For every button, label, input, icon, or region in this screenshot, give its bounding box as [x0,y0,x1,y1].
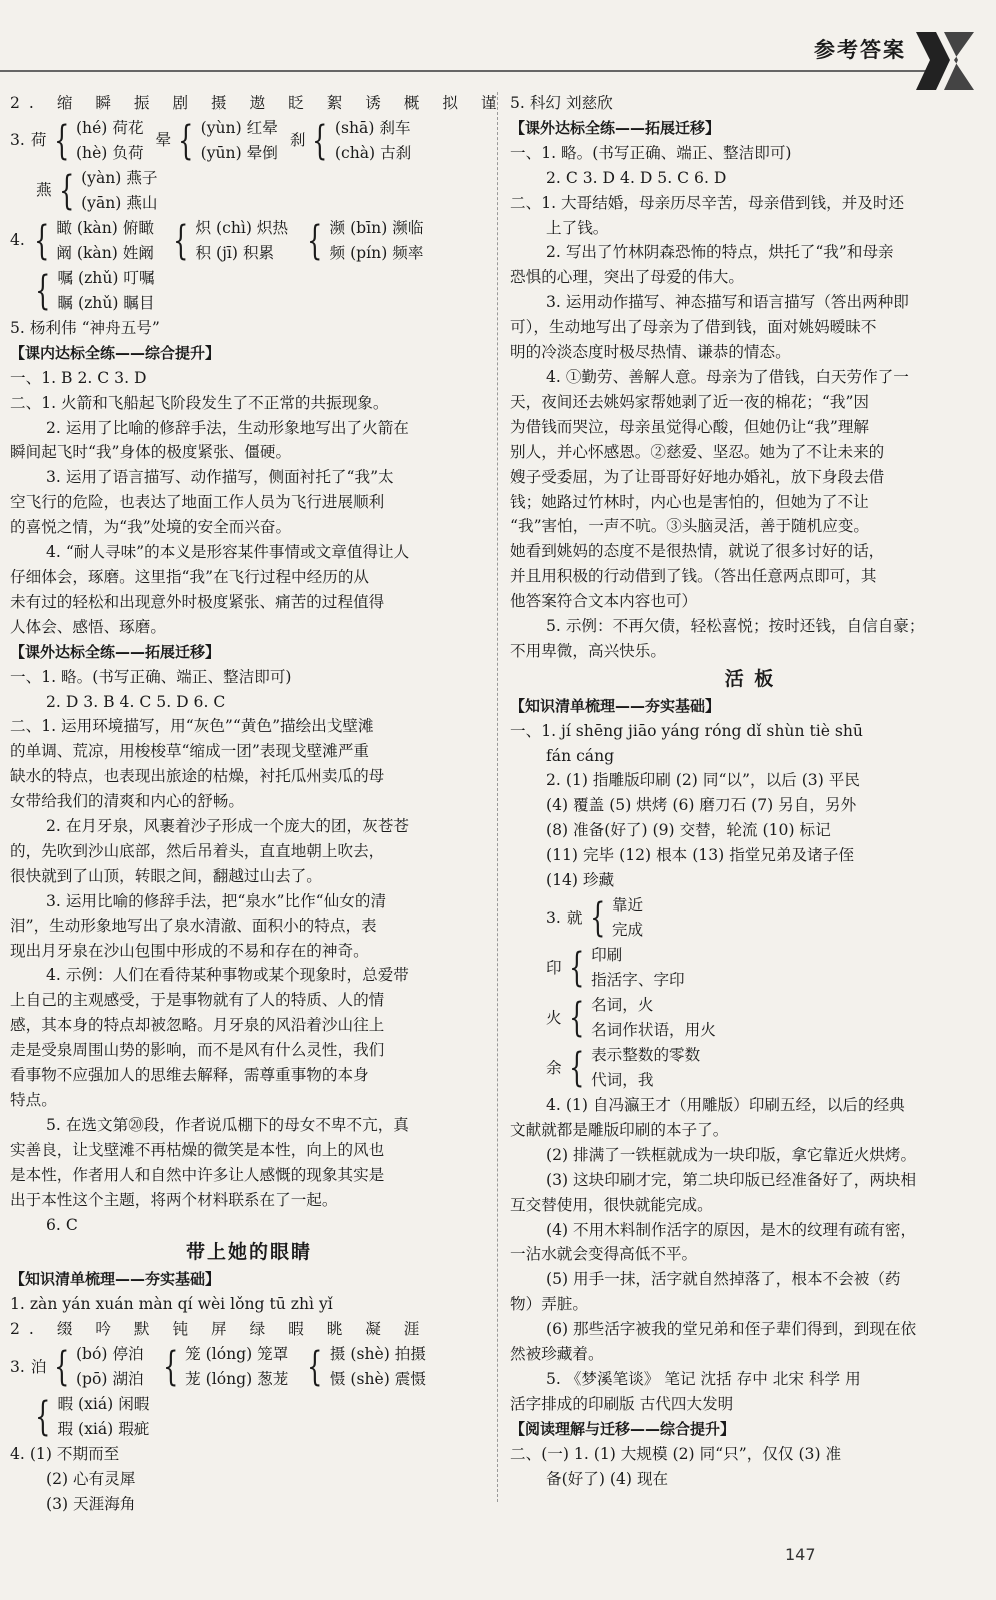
reading: (yān) 燕山 [81,193,158,212]
answer-line: 二、1. 运用环境描写，用“灰色”“黄色”描绘出戈壁滩 [10,717,374,736]
reading: 茏 (lóng) 葱茏 [185,1370,289,1389]
answer-line: (4) 不用木料制作活字的原因，是木的纹理有疏有密， [546,1220,917,1239]
answer-line: 然被珍藏着。 [510,1345,604,1364]
reading: 笼 (lóng) 笼罩 [185,1345,289,1364]
answer-line: 仔细体会，琢磨。这里指“我”在飞行过程中经历的从 [10,567,370,586]
answer-line: 他答案符合文本内容也可） [510,592,698,611]
reading: 瞩 (zhǔ) 瞩目 [57,293,155,312]
brace-icon: { [568,1045,584,1091]
brace-icon: { [53,117,69,164]
answer-line: 4. (1) 不期而至 [10,1445,120,1464]
section-heading: 【阅读理解与迁移——综合提升】 [510,1419,736,1438]
answer-line: 女带给我们的清爽和内心的舒畅。 [10,792,244,811]
brace-icon: { [312,117,328,164]
meaning-group-yu [510,1043,990,1093]
meaning: 名词作状语，用火 [591,1021,716,1039]
answer-line: 可），生动地写出了母亲为了借到钱，面对姚妈暧昧不 [510,318,877,337]
char: 晕 [155,131,172,150]
char: 刹 [289,131,306,150]
reading: 瑕 (xiá) 瑕疵 [57,1420,150,1439]
answer-line: 人体会、感悟、琢磨。 [10,617,166,636]
answer-line: 备(好了) (4) 现在 [546,1469,669,1488]
answer-line: 的，先吹到沙山底部，然后吊着头，直直地朝上吹去， [10,841,385,860]
reading: 嘱 (zhǔ) 叮嘱 [57,269,155,287]
reading: 瞰 (kàn) 俯瞰 [56,219,154,237]
answer-line: 3. 运用动作描写、神态描写和语言描写（答出两种即 [546,293,909,312]
page-header [0,0,996,92]
meaning: 代词，我 [591,1071,654,1089]
answer-line: 上了钱。 [546,218,609,237]
answer-line: 4. 示例：人们在看待某种事物或某个现象时，总爱带 [46,966,409,985]
answer-line: 2. 写出了竹林阴森恐怖的特点，烘托了“我”和母亲 [546,243,894,262]
answer-line: 物）弄脏。 [510,1295,588,1314]
answer-line: 出于本性这个主题，将两个材料联系在了一起。 [10,1190,338,1209]
reading: (yūn) 晕倒 [200,143,278,162]
answer-line: 上自己的主观感受，于是事物就有了人的特质、人的情 [10,991,385,1010]
answer-line: 并且用积极的行动借到了钱。（答出任意两点即可，其 [510,567,877,586]
reading: 频 (pín) 频率 [329,243,424,262]
section-heading: 【课内达标全练——综合提升】 [10,343,221,362]
lesson-title: 活 板 [724,667,776,690]
reading: 摄 (shè) 拍摄 [329,1345,426,1364]
answer-line: 一沾水就会变得高低不平。 [510,1245,698,1264]
answer-line: 很快就到了山顶，转眼之间，翻越过山去了。 [10,866,322,885]
char: 荷 [30,131,47,150]
answer-line: 天，夜间还去姚妈家帮她剥了近一夜的棉花；“我”因 [510,392,870,411]
similar-chars-group [10,216,488,266]
char: 火 [546,1008,562,1027]
polyphone-sha [290,116,411,166]
polyphone-group [10,116,488,166]
answer-line: 互交替使用，很快就能完成。 [510,1195,713,1214]
reading: (yùn) 红晕 [200,119,278,137]
answer-line: 二、1. 大哥结婚，母亲历尽辛苦，母亲借到钱，并及时还 [510,193,905,212]
reading: (hé) 荷花 [75,119,144,137]
answer-line: 6. C [46,1215,78,1234]
answer-line: (4) 覆盖 (5) 烘烤 (6) 磨刀石 (7) 另自，另外 [546,796,857,815]
brace-icon: { [568,995,584,1041]
brace-icon: { [35,267,51,314]
lesson-title: 带上她的眼睛 [185,1241,312,1264]
polyphone-group [10,1342,488,1392]
answer-line: 5. 杨利伟 “神舟五号” [10,318,160,337]
brace-icon: { [58,167,74,214]
meaning: 靠近 [611,896,644,915]
answer-line: (2) 排满了一铁框就成为一块印版，拿它靠近火烘烤。 [546,1145,917,1164]
brace-icon: { [173,217,189,264]
similar-chars-xia [10,1392,488,1442]
answer-line: 2. 缩 瞬 振 剧 摄 遨 眨 絮 诱 概 拟 谨 [10,94,506,112]
reading: (chà) 古刹 [334,143,412,162]
brace-icon: { [53,1344,69,1391]
meaning-group-yin [510,943,990,993]
answer-line: 活字排成的印刷版 古代四大发明 [510,1394,734,1413]
answer-line: (3) 天涯海角 [46,1494,136,1513]
reading: 阚 (kàn) 姓阚 [56,243,154,262]
left-column [10,91,506,1517]
reading: 炽 (chì) 炽热 [195,219,289,237]
answer-line: 看事物不应强加人的思维去解释，需尊重事物的本身 [10,1066,369,1085]
char: 就 [566,908,583,927]
answer-line: (6) 那些活字被我的堂兄弟和侄子辈们得到，到现在依 [546,1320,917,1339]
answer-line: 3. 运用了语言描写、动作描写，侧面衬托了“我”太 [46,468,394,487]
answer-line: 别人，并心怀感恩。②慈爱、坚忍。她为了不让未来的 [510,442,885,461]
polyphone-he [31,116,144,166]
meaning: 表示整数的零数 [591,1046,701,1065]
answer-line: (11) 完毕 (12) 根本 (13) 指堂兄弟及诸子侄 [546,846,854,865]
brace-icon: { [589,895,605,941]
answer-line: 2. D 3. B 4. C 5. D 6. C [46,692,226,711]
answer-line: 4. “耐人寻味”的本义是形容某件事情或文章值得让人 [46,543,410,562]
brace-icon: { [162,1344,179,1391]
meaning-group-huo [510,993,990,1043]
reading: (shā) 刹车 [334,119,411,137]
answer-line: 2. 运用了比喻的修辞手法，生动形象地写出了火箭在 [46,418,409,437]
answer-line: 5. 示例：不再欠债，轻松喜悦；按时还钱，自信自豪； [546,617,925,636]
answer-line: 4. (1) 自冯瀛王才（用雕版）印刷五经，以后的经典 [546,1096,905,1114]
meaning-group-jiu [510,893,990,943]
answer-line: 的单调、荒凉，用梭梭草“缩成一团”表现戈壁滩严重 [10,742,370,761]
brace-icon: { [35,1394,51,1441]
answer-line: 为借钱而哭泣，母亲虽觉得心酸，但她仍让“我”理解 [510,417,870,436]
answer-line: 未有过的轻松和出现意外时极度紧张、痛苦的过程值得 [10,592,385,611]
answer-line: (14) 珍藏 [546,871,615,890]
answer-line: 文献就都是雕版印刷的本子了。 [510,1120,729,1139]
answer-line: 3. 运用比喻的修辞手法，把“泉水”比作“仙女的清 [46,891,387,910]
answer-line: 是本性，作者用人和自然中许多让人感慨的现象其实是 [10,1165,385,1184]
answer-line: (5) 用手一抹，活字就自然掉落了，根本不会被（药 [546,1270,901,1289]
answer-line: 2. 在月牙泉，风裹着沙子形成一个庞大的团，灰苍苍 [46,817,409,836]
reading: (bó) 停泊 [75,1345,144,1364]
section-heading: 【课外达标全练——拓展迁移】 [510,118,721,137]
meaning: 指活字、字印 [591,971,685,989]
polyphone-yun [156,116,278,166]
answer-line: (2) 心有灵犀 [46,1469,136,1488]
char: 印 [546,958,562,977]
answer-line: (3) 这块印刷才完，第二块印版已经准备好了，两块相 [546,1170,917,1189]
answer-line: 嫂子受委屈，为了让哥哥好好地办婚礼，放下身段去借 [510,467,885,486]
brace-icon: { [178,117,194,164]
answer-line: 2. 缀 吟 默 钝 屏 绿 暇 眺 凝 涯 [10,1320,429,1339]
reading: 积 (jī) 积累 [195,243,275,262]
brace-icon: { [33,217,50,264]
answer-line: 二、1. 火箭和飞船起飞阶段发生了不正常的共振现象。 [10,393,389,412]
answer-line: 钱；她路过竹林时，内心也是害怕的，但她为了不让 [510,492,869,511]
answer-line: 一、1. 略。(书写正确、端正、整洁即可) [10,667,292,686]
answer-line: 4. ①勤劳、善解人意。母亲为了借钱，白天劳作了一 [546,367,909,386]
brace-icon: { [307,217,323,264]
reading: (yàn) 燕子 [81,169,158,187]
polyphone-yan [10,166,488,216]
answer-line: 一、1. 略。(书写正确、端正、整洁即可) [510,143,792,162]
answer-line: (8) 准备(好了) (9) 交替，轮流 (10) 标记 [546,821,831,840]
answer-line: 一、1. B 2. C 3. D [10,368,147,387]
reading: (hè) 负荷 [75,143,144,162]
answer-line: 走是受泉周围山势的影响，而不是风有什么灵性，我们 [10,1041,385,1060]
answer-line: 2. (1) 指雕版印刷 (2) 同“以”，以后 (3) 平民 [546,771,860,790]
meaning: 印刷 [591,946,623,965]
item-number: 4. [10,231,25,250]
answer-line: 1. zàn yán xuán màn qí wèi lǒng tū zhì yǐ [10,1295,333,1314]
answer-line: 实善良，让戈壁滩不再枯燥的微笑是本性，向上的风也 [10,1140,385,1159]
similar-chars-zhu [10,266,488,316]
section-heading: 【知识清单梳理——夯实基础】 [10,1270,221,1289]
meaning: 完成 [611,921,644,939]
answer-line: 5. 在选文第⑳段，作者说瓜棚下的母女不卑不亢，真 [46,1115,409,1134]
meaning: 名词，火 [591,996,654,1015]
answer-line: 空飞行的危险，也表达了地面工作人员为飞行进展顺利 [10,493,385,512]
answer-line: 特点。 [10,1091,57,1109]
logo-icon [910,30,978,92]
answer-line: “我”害怕，一声不吭。③头脑灵活，善于随机应变。 [510,517,870,536]
answer-line: 泪”，生动形象地写出了泉水清澈、面积小的特点，表 [10,916,377,935]
char: 余 [546,1058,562,1077]
answer-line: 5. 《梦溪笔谈》 笔记 沈括 存中 北宋 科学 用 [546,1369,861,1388]
header-title: 参考答案 [814,38,906,62]
brace-icon: { [568,945,584,991]
answer-line: fán cáng [546,746,615,765]
answer-line: 现出月牙泉在沙山包围中形成的不易和存在的神奇。 [10,941,369,960]
answer-line: 5. 科幻 刘慈欣 [510,94,613,112]
answer-line: 明的冷淡态度时极尽热情、谦恭的情态。 [510,343,791,362]
reading: (pō) 湖泊 [75,1370,144,1389]
answer-line: 她看到姚妈的态度不是很热情，就说了很多讨好的话， [510,542,885,561]
answer-line: 瞬间起飞时“我”身体的极度紧张、僵硬。 [10,443,292,462]
section-heading: 【课外达标全练——拓展迁移】 [10,642,221,661]
reading: 暇 (xiá) 闲暇 [57,1395,150,1414]
item-number: 3. [546,908,561,927]
answer-line: 恐惧的心理，突出了母爱的伟大。 [510,268,744,287]
answer-line: 感，其本身的特点却被忽略。月牙泉的风沿着沙山往上 [10,1016,385,1035]
brace-icon: { [307,1344,323,1391]
section-heading: 【知识清单梳理——夯实基础】 [510,696,721,715]
answer-line: 2. C 3. D 4. D 5. C 6. D [546,168,727,187]
item-number: 3. [10,1357,25,1376]
column-divider [497,92,499,1502]
answer-line: 缺水的特点，也表现出旅途的枯燥，衬托瓜州卖瓜的母 [10,767,385,786]
reading: 慑 (shè) 震慑 [329,1370,426,1389]
answer-line: 一、1. jí shēng jiāo yáng róng dǐ shùn tiè shū [510,721,863,740]
right-column [510,91,990,1492]
answer-line: 不用卑微，高兴快乐。 [510,641,666,660]
page-number: 147 [785,1545,816,1564]
answer-line: 的喜悦之情，为“我”处境的安全而兴奋。 [10,518,292,537]
char: 燕 [36,181,52,200]
answer-line: 二、(一) 1. (1) 大规模 (2) 同“只”，仅仅 (3) 准 [510,1444,842,1463]
header-rule [0,70,930,72]
char: 泊 [30,1357,47,1376]
reading: 濒 (bīn) 濒临 [329,219,424,237]
item-number: 3. [10,131,25,150]
